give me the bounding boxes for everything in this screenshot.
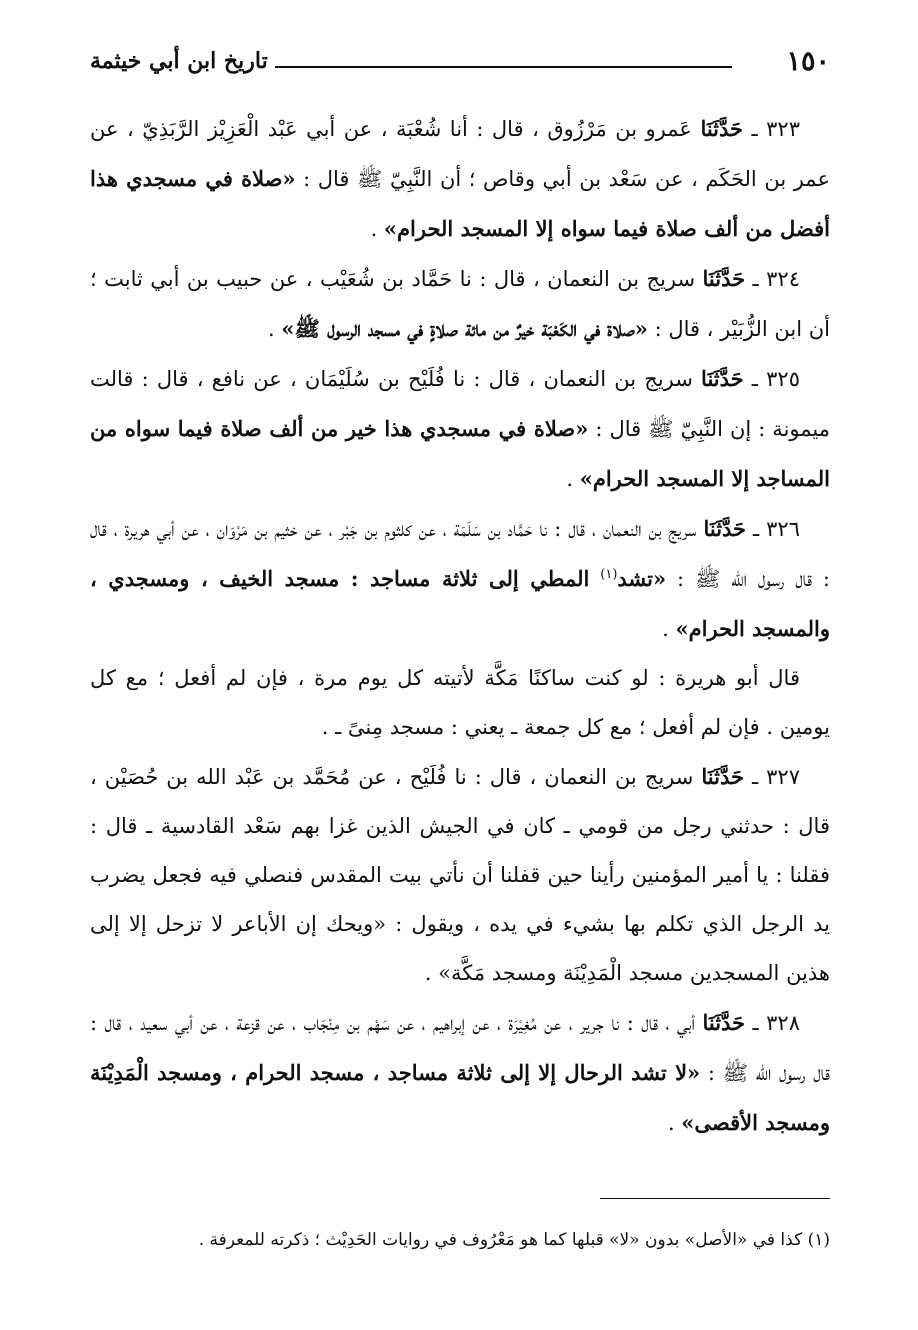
isnad-text: عَمرو بن مَرْزُوق ، قال : أنا شُعْبَة ، عن أبي عَبْد الْعَزِيْز الرَّبَذِيّ ، عن عمر بن الحَكَم ، عن سَعْد بن أبي وقاص ؛ أن النَّبِيّ ﷺ قال : — [90, 117, 830, 191]
paragraph-end: . — [268, 317, 282, 341]
hadith-paragraph-324: ٣٢٤ ـ حَدَّثَنَا سريج بن النعمان ، قال : نا حَمَّاد بن شُعَيْب ، عن حبيب بن أبي ثابت ؛ أن ابن الزُّبَيْر ، قال : «صلاة في الكَعْبَة خيرٌ من مائة صلاةٍ في مسجد الرسول ﷺ» . — [90, 266, 830, 341]
running-title: تاريخ ابن أبي خيثمة — [90, 48, 268, 74]
isnad-text: أبي ، قال : نا جرير ، عن مُغِيْرَة ، عن إبراهيم ، عن سَهْم بن مِنْجَاب ، عن قزعة ، عن أبي سعيد ، قال : قال رسول الله ﷺ : — [90, 1011, 831, 1085]
hadith-number: ٣٢٣ — [766, 117, 800, 141]
hadith-text-start: «تشد — [617, 566, 667, 591]
hadith-text: «صلاة في مسجدي هذا خير من ألف صلاة فيما سواه من المساجد إلا المسجد الحرام» — [90, 416, 830, 491]
hadith-text-end: المطي إلى ثلاثة مساجد : مسجد الخيف ، ومسجدي ، والمسجد الحرام» — [90, 566, 830, 641]
paragraph-end: . — [566, 467, 580, 491]
hadith-number: ٣٢٤ — [766, 267, 800, 291]
narration-head: حَدَّثَنَا — [701, 764, 744, 789]
page-header — [90, 44, 830, 88]
paragraph-end: . — [667, 1111, 682, 1135]
narration-head: حَدَّثَنَا — [701, 366, 744, 391]
hadith-text: «ويحك إن الأباعر لا تزحل إلا إلى هذين المسجدين مسجد الْمَدِيْنَة ومسجد مَكَّة» — [90, 912, 830, 985]
isnad-text: سريج بن النعمان ، قال : نا فُلَيْح بن سُلَيْمَان ، عن نافع ، قال : قالت ميمونة : إن النَّبِيّ ﷺ قال : — [90, 367, 830, 441]
hadith-text: «صلاة في مسجدي هذا أفضل من ألف صلاة فيما سواه إلا المسجد الحرام» — [90, 166, 830, 241]
footnote-marker: (١) — [807, 1230, 830, 1250]
paragraph-end: . — [424, 961, 439, 985]
paragraph-end: . — [662, 617, 676, 641]
footnote-text: كذا في «الأصل» بدون «لا» قبلها كما هو مَعْرُوف في روايات الحَدِيْث ؛ ذكرته للمعرفة . — [198, 1230, 803, 1250]
narration-head: حَدَّثَنَا — [702, 266, 746, 291]
footnote-separator — [600, 1198, 830, 1199]
commentary-paragraph — [90, 654, 830, 752]
page-number: ١٥٠ — [786, 46, 830, 77]
narration-head: حَدَّثَنَا — [703, 516, 747, 541]
hadith-paragraph-327: ٣٢٧ ـ حَدَّثَنَا سريج بن النعمان ، قال : نا فُلَيْح ، عن مُحَمَّد بن عَبْد الله بن حُصَيْن ، قال : حدثني رجل من قومي ـ كان في الجيش الذين غزا بهم سَعْد القادسية ـ قال : فقلنا : يا أمير المؤمنين رأينا حين قفلنا أن نأتي بيت المقدس فنصلي فيه فجعل يضرب يد الرجل الذي تكلم بها بشيء في يده ، ويقول : «ويحك إن الأباعر لا تزحل إلا إلى هذين المسجدين مسجد الْمَدِيْنَة ومسجد مَكَّة» . — [90, 764, 830, 985]
hadith-text: «صلاة في الكَعْبَة خيرٌ من مائة صلاةٍ في مسجد الرسول ﷺ» — [281, 316, 648, 341]
hadith-paragraph-328: ٣٢٨ ـ حَدَّثَنَا أبي ، قال : نا جرير ، عن مُغِيْرَة ، عن إبراهيم ، عن سَهْم بن مِنْجَاب ، عن قزعة ، عن أبي سعيد ، قال : قال رسول الله ﷺ : «لا تشد الرحال إلا إلى ثلاثة مساجد ، مسجد الحرام ، ومسجد الْمَدِيْنَة ومسجد الأقصى» . — [90, 1010, 831, 1135]
hadith-number: ٣٢٧ — [766, 765, 800, 789]
hadith-text: «لا تشد الرحال إلا إلى ثلاثة مساجد ، مسجد الحرام ، ومسجد الْمَدِيْنَة ومسجد الأقصى» — [90, 1060, 830, 1135]
isnad-text: سريج بن النعمان ، قال : نا حَمَّاد بن سَلَمَة ، عن كلثوم بن جَبْر ، عن خثيم بن مَرْوَان ، عن أبي هريرة ، قال : قال رسول الله ﷺ : — [90, 517, 830, 591]
footnote — [90, 1226, 830, 1254]
hadith-paragraph-326: ٣٢٦ ـ حَدَّثَنَا سريج بن النعمان ، قال : نا حَمَّاد بن سَلَمَة ، عن كلثوم بن جَبْر ، عن خثيم بن مَرْوَان ، عن أبي هريرة ، قال : قال رسول الله ﷺ : «تشد$^{(١)}$ المطي إلى ثلاثة مساجد : مسجد الخيف ، ومسجدي ، والمسجد الحرام» . — [90, 516, 830, 641]
hadith-number: ٣٢٥ — [766, 367, 800, 391]
isnad-text: سريج بن النعمان ، قال : نا حَمَّاد بن شُعَيْب ، عن حبيب بن أبي ثابت ؛ أن ابن الزُّبَيْر ، قال : — [90, 267, 830, 341]
narration-head: حَدَّثَنَا — [702, 1010, 746, 1035]
paragraph-end: . — [370, 217, 384, 241]
page-body — [90, 104, 830, 1148]
narration-head: حَدَّثَنَا — [700, 116, 744, 141]
hadith-paragraph-325: ٣٢٥ ـ حَدَّثَنَا سريج بن النعمان ، قال : نا فُلَيْح بن سُلَيْمَان ، عن نافع ، قال : قالت ميمونة : إن النَّبِيّ ﷺ قال : «صلاة في مسجدي هذا خير من ألف صلاة فيما سواه من المساجد إلا المسجد الحرام» . — [90, 366, 830, 491]
footnote-reference[interactable]: (١) — [600, 567, 618, 582]
hadith-number: ٣٢٦ — [766, 517, 800, 541]
commentary-text: قال أبو هريرة : لو كنت ساكنًا مَكَّة لأتيته كل يوم مرة ، فإن لم أفعل ؛ مع كل يومين . فإن لم أفعل ؛ مع كل جمعة ـ يعني : مسجد مِنىً ـ . — [90, 666, 830, 739]
hadith-paragraph-323: ٣٢٣ ـ حَدَّثَنَا عَمرو بن مَرْزُوق ، قال : أنا شُعْبَة ، عن أبي عَبْد الْعَزِيْز الرَّبَذِيّ ، عن عمر بن الحَكَم ، عن سَعْد بن أبي وقاص ؛ أن النَّبِيّ ﷺ قال : «صلاة في مسجدي هذا أفضل من ألف صلاة فيما سواه إلا المسجد الحرام» . — [90, 116, 830, 241]
hadith-number: ٣٢٨ — [766, 1011, 800, 1035]
header-rule — [275, 66, 732, 68]
isnad-text: سريج بن النعمان ، قال : نا فُلَيْح ، عن مُحَمَّد بن عَبْد الله بن حُصَيْن ، قال : حدثني رجل من قومي ـ كان في الجيش الذين غزا بهم سَعْد القادسية ـ قال : فقلنا : يا أمير المؤمنين رأينا حين قفلنا أن نأتي بيت المقدس فنصلي فيه فجعل يضرب يد الرجل الذي تكلم بها بشيء في يده ، ويقول : — [90, 765, 830, 936]
